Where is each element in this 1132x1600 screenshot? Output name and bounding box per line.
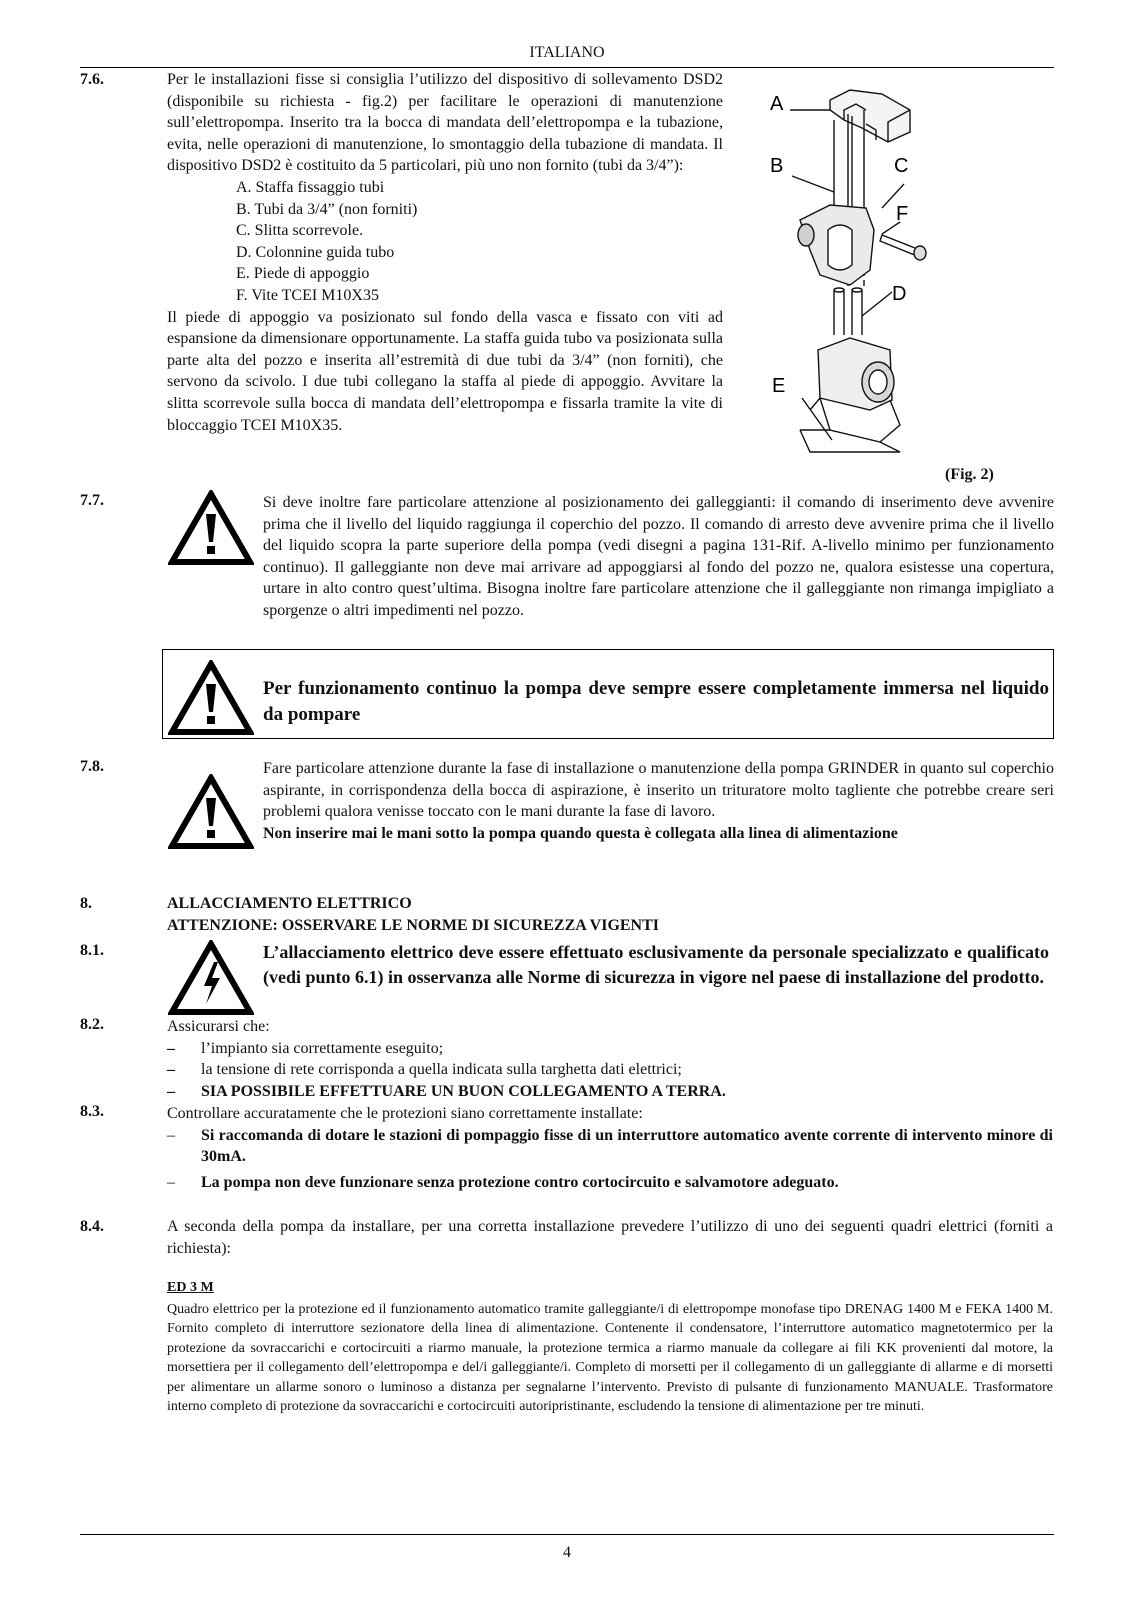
section-8-1-text: L’allacciamento elettrico deve essere effettuato esclusivamente da personale specializzato e qualificato (vedi punto 6.1) in osservanza alle Norme di sicurezza in vigore nel paese di installazione del prodotto. (263, 942, 1049, 987)
section-number-8-2: 8.2. (80, 1016, 104, 1033)
list-item: A. Staffa fissaggio tubi (236, 178, 385, 196)
list-item: C. Slitta scorrevole. (236, 222, 364, 240)
footer-rule (80, 1534, 1054, 1535)
section-8-title: ALLACCIAMENTO ELETTRICO (167, 895, 412, 912)
section-number-7-8: 7.8. (80, 758, 104, 775)
figure-label-d: D (892, 283, 907, 305)
section-7-8-text: Fare particolare attenzione durante la fase di installazione o manutenzione della pompa GRINDER in quanto sul coperchio aspirante, in corrispondenza della bocca di aspirazione, è inserito un trituratore molto tagliente che potrebbe creare seri problemi qualora venisse toccato con le mani durante la fase di lavoro. (263, 760, 1054, 821)
ed3m-title: ED 3 M (167, 1280, 214, 1295)
dash-bullet: – (167, 1061, 175, 1079)
dash-bullet: – (167, 1082, 175, 1100)
list-item: E. Piede di appoggio (236, 265, 370, 283)
list-item-text: La pompa non deve funzionare senza protezione contro cortocircuito e salvamotore adeguato. (201, 1173, 839, 1191)
section-8-2 (167, 1016, 1053, 1102)
dash-bullet: – (167, 1173, 175, 1191)
section-number-8-1: 8.1. (80, 942, 104, 959)
list-item (167, 1038, 1053, 1060)
section-number-8-3: 8.3. (80, 1103, 104, 1120)
list-item-text: SIA POSSIBILE EFFETTUARE UN BUON COLLEGAMENTO A TERRA. (201, 1082, 726, 1100)
list-item: D. Colonnine guida tubo (236, 243, 395, 261)
dash-bullet: – (167, 1126, 175, 1144)
section-8-4-text: A seconda della pompa da installare, per una corretta installazione prevedere l’utilizzo di uno dei seguenti quadri elettrici (forniti a richiesta): (167, 1218, 1053, 1257)
warning-icon (168, 490, 254, 566)
section-7-6-body: Il piede di appoggio va posizionato sul fondo della vasca e fissato con viti ad espansione da dimensionare opportunamente. La staffa guida tubo va posizionata sulla parte alta del pozzo e inserita all’estremità di due tubi da 3/4” (non forniti), che servono da scivolo. I due tubi collegano la staffa al piede di appoggio. Avvitare la slitta scorrevole sulla bocca di mandata dell’elettropompa e fissarla tramite la vite di bloccaggio TCEI M10X35. (167, 308, 723, 434)
figure-label-c: C (894, 155, 909, 177)
dsd2-parts-list (236, 177, 723, 307)
continuous-operation-warning-text: Per funzionamento continuo la pompa deve sempre essere completamente immersa nel liquido da pompare (263, 678, 1049, 725)
figure-caption: (Fig. 2) (945, 466, 994, 483)
section-number-8: 8. (80, 895, 92, 912)
header-rule (80, 67, 1054, 68)
list-item (167, 1059, 1053, 1081)
section-7-7-text: Si deve inoltre fare particolare attenzione al posizionamento dei galleggianti: il comando di inserimento deve avvenire prima che il livello del liquido raggiunga il coperchio del pozzo. Il comando di arresto deve avvenire prima che il livello del liquido scopra la parte superiore della pompa (vedi disegni a pagina 131-Rif. A-livello minimo per funzionamento continuo). Il galleggiante non deve mai arrivare ad appoggiarsi al fondo del pozzo ne, qualora esistesse una copertura, urtare in alto contro quest’ultima. Bisogna inoltre fare particolare attenzione che il galleggiante non rimanga impigliato a sporgenze o altri impedimenti nel pozzo. (263, 494, 1054, 619)
ed3m-description: Quadro elettrico per la protezione ed il funzionamento automatico tramite galleggiante/i di elettropompe monofase tipo DRENAG 1400 M e FEKA 1400 M. Fornito completo di interruttore sezionatore della linea di alimentazione. Contenente il condensatore, l’interruttore automatico magnetotermico per la protezione da sovraccarichi e cortocircuiti a riarmo manuale, la protezione termica a riarmo manuale da collegare ai fili KK provenienti dal motore, la morsettiera per il collegamento dell’elettropompa e del/i galleggiante/i. Completo di morsetti per il collegamento di un galleggiante di allarme e di morsetti per alimentare un allarme sonoro o luminoso a distanza per segnalarne l’intervento. Previsto di pulsante di funzionamento MANUALE. Trasformatore interno completo di protezione da sovraccarichi e cortocircuiti autoripristinante, escludendo la tensione di alimentazione per tre minuti. (167, 1302, 1053, 1415)
list-item-text: la tensione di rete corrisponda a quella indicata sulla targhetta dati elettrici; (201, 1061, 682, 1079)
section-number-7-6: 7.6. (80, 71, 104, 88)
section-7-6 (167, 69, 723, 436)
list-item-text: l’impianto sia correttamente eseguito; (201, 1039, 444, 1057)
list-item: F. Vite TCEI M10X35 (236, 286, 379, 304)
list-item (167, 1125, 1053, 1168)
page-number: 4 (563, 1544, 571, 1561)
figure-label-f: F (896, 203, 909, 225)
list-item: B. Tubi da 3/4” (non forniti) (236, 200, 418, 218)
list-item-text: Si raccomanda di dotare le stazioni di pompaggio fisse di un interruttore automatico avente corrente di intervento minore di 30mA. (201, 1126, 1053, 1166)
section-7-8-warning: Non inserire mai le mani sotto la pompa quando questa è collegata alla linea di alimentazione (263, 824, 898, 842)
section-number-7-7: 7.7. (80, 492, 104, 509)
section-7-6-intro: Per le installazioni fisse si consiglia l’utilizzo del dispositivo di sollevamento DSD2 (disponibile su richiesta - fig.2) per facilitare le operazioni di manutenzione sull’elettropompa. Inserito tra la bocca di mandata dell’elettropompa e la tubazione, evita, nelle operazioni di manutenzione, lo smontaggio della tubazione di mandata. Il dispositivo DSD2 è costituito da 5 particolari, più uno non fornito (tubi da 3/4”): (167, 71, 723, 175)
section-8-3 (167, 1103, 1053, 1193)
section-8-subtitle: ATTENZIONE: OSSERVARE LE NORME DI SICUREZZA VIGENTI (167, 917, 660, 934)
section-number-8-4: 8.4. (80, 1218, 104, 1235)
warning-icon (168, 774, 254, 850)
dash-bullet: – (167, 1039, 175, 1057)
warning-icon (168, 660, 254, 736)
electrical-hazard-icon (168, 940, 254, 1016)
figure-label-a: A (770, 93, 784, 115)
page-header: ITALIANO (529, 44, 605, 61)
list-item (167, 1081, 1053, 1103)
figure-label-b: B (770, 155, 784, 177)
section-8-2-intro: Assicurarsi che: (167, 1018, 270, 1035)
section-8-3-intro: Controllare accuratamente che le protezioni siano correttamente installate: (167, 1105, 643, 1122)
dsd2-device-figure (770, 80, 1000, 470)
section-7-8 (263, 758, 1054, 844)
list-item (167, 1172, 1053, 1194)
figure-label-e: E (772, 375, 786, 397)
